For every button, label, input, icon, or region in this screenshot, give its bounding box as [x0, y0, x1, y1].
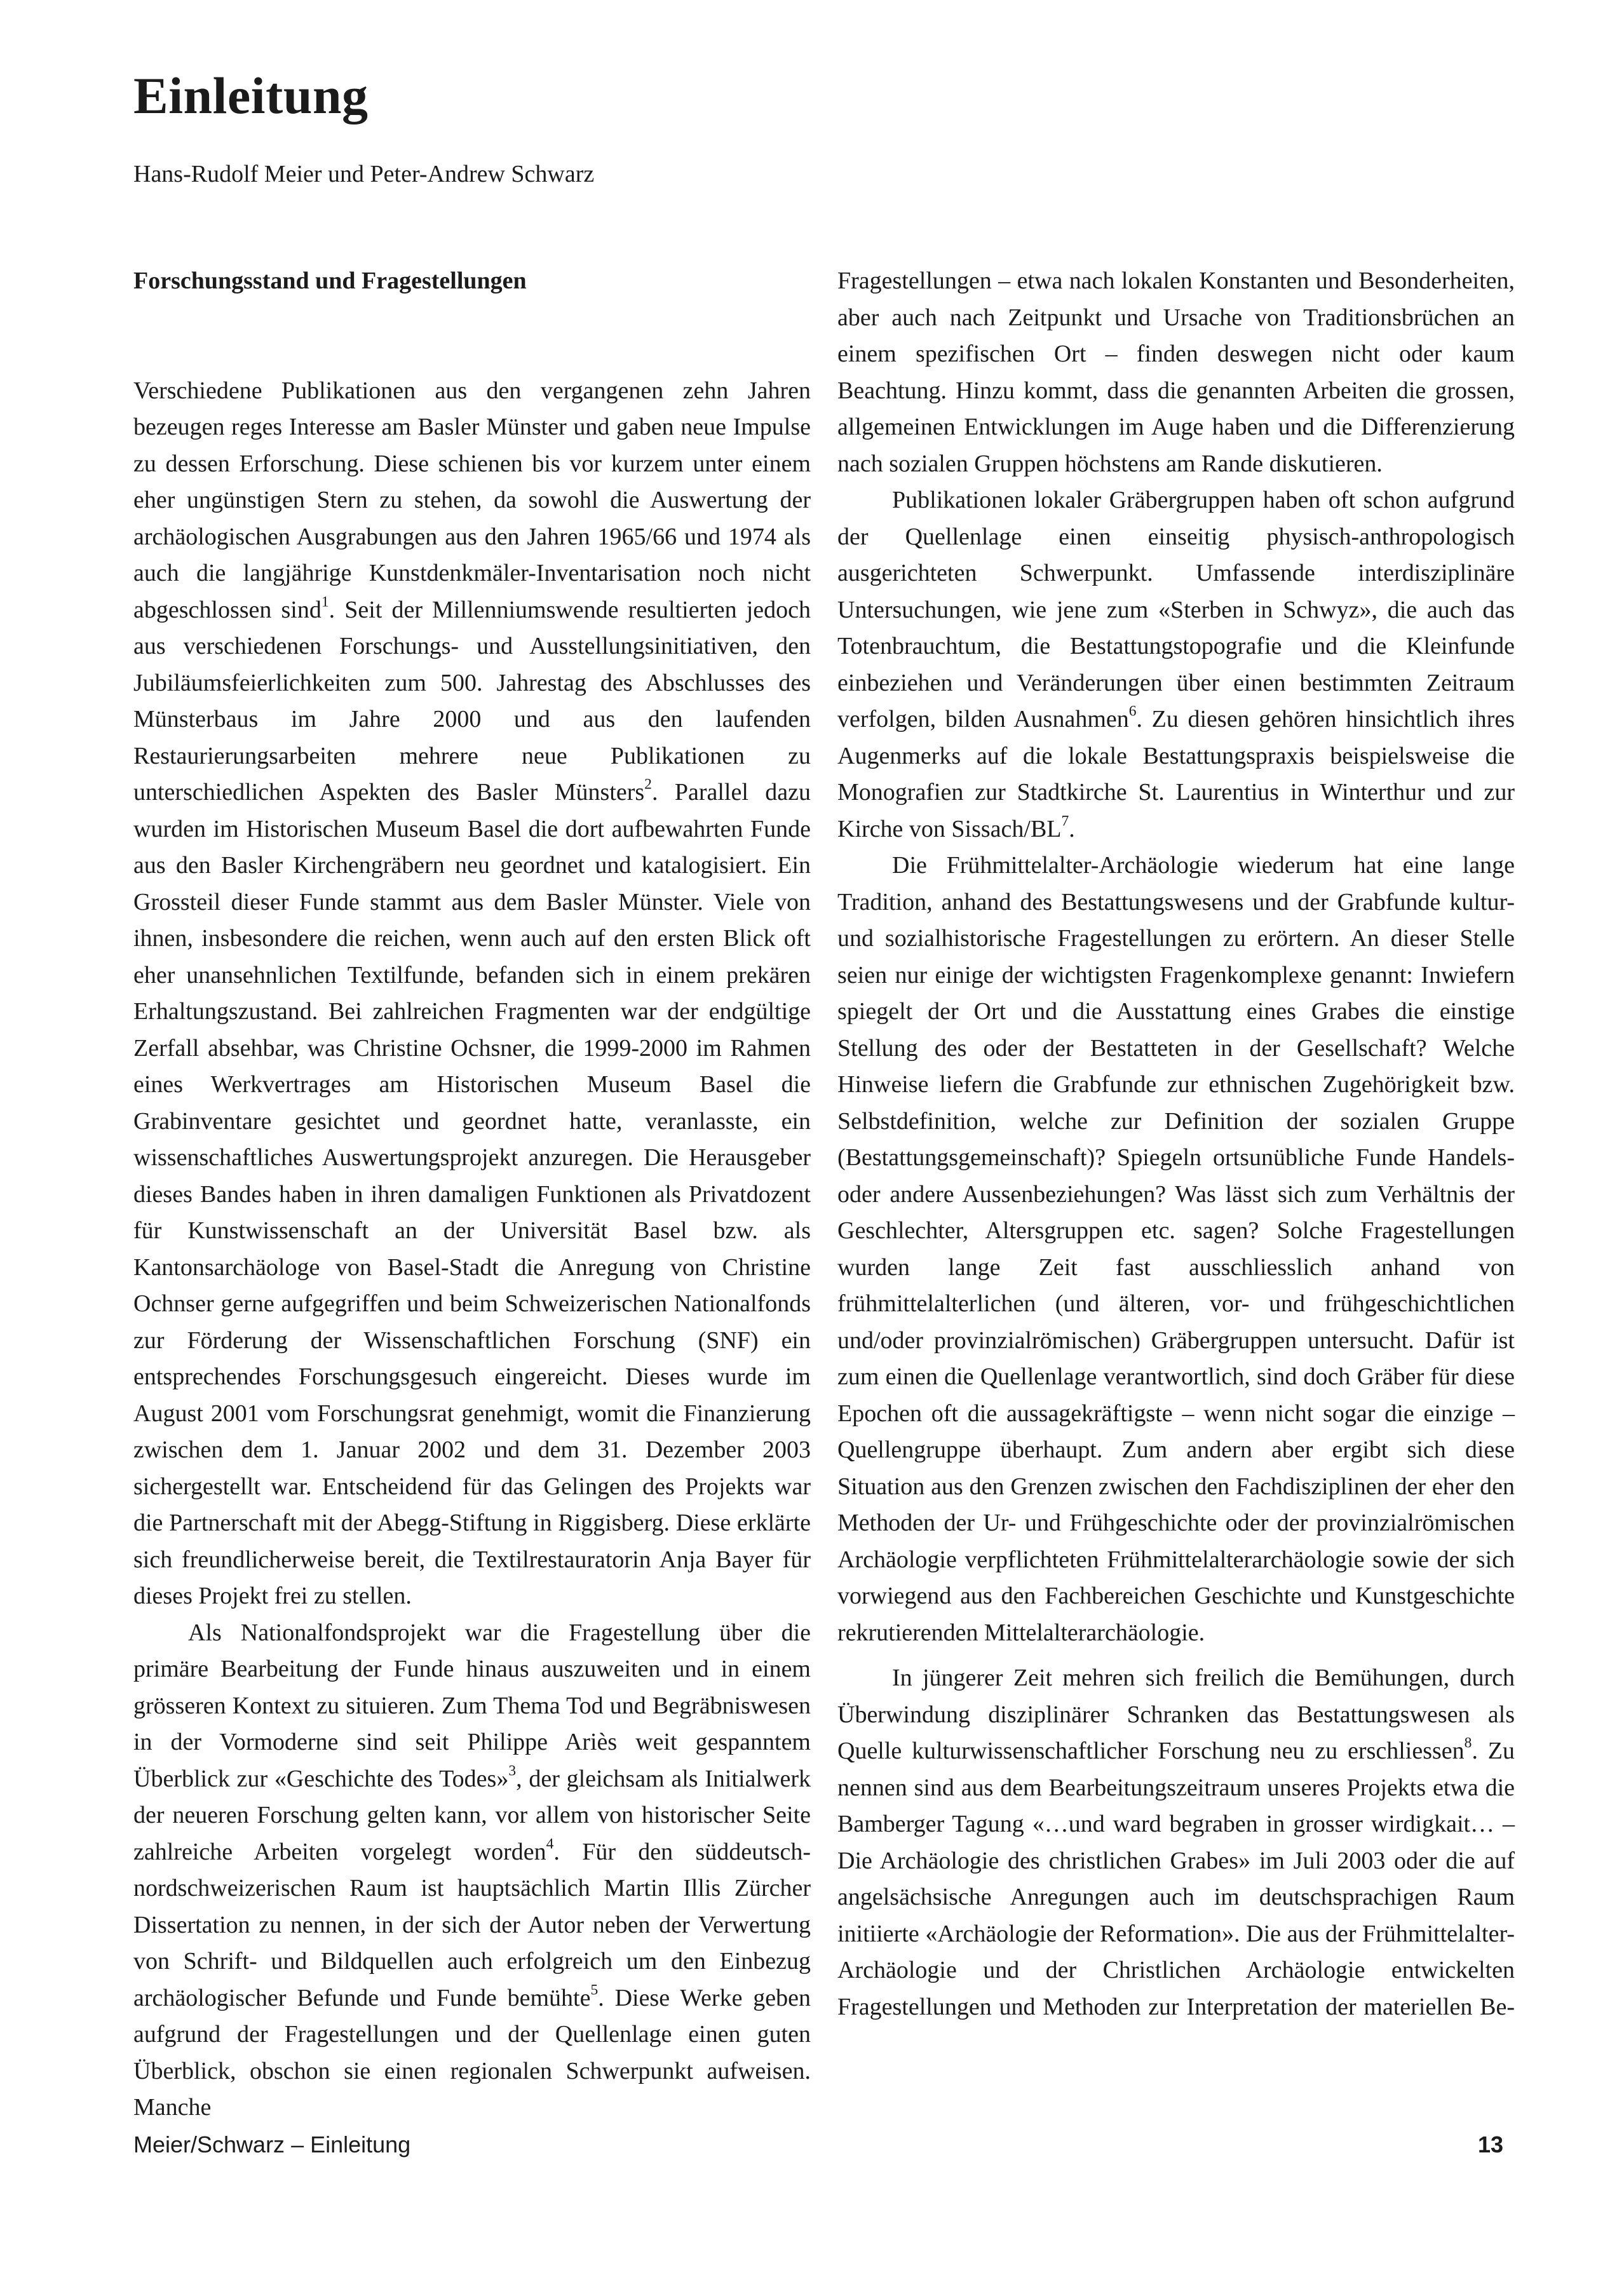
- footnote-ref[interactable]: 5: [590, 1981, 599, 1998]
- paragraph: [133, 1615, 811, 2126]
- paragraph: Fragestellungen – etwa nach lokalen Konstanten und Besonderheiten, aber auch nach Zeitpunkt und Ursache von Traditionsbrüchen an einem spezifischen Ort – finden deswegen nicht oder kaum Beachtung. Hinzu kommt, dass die genannten Arbeiten die grossen, allgemeinen Entwicklungen im Auge haben und die Differenzierung nach sozialen Gruppen höchstens am Rande diskutieren.: [837, 267, 1515, 477]
- text-run: , der gleichsam als Initialwerk der neueren Forschung gelten kann, vor allem von historischer Seite zahlreiche Arbeiten vorgelegt worden: [133, 1765, 811, 1865]
- paragraph: [837, 482, 1515, 847]
- text-run: .: [1069, 815, 1075, 842]
- paragraph: [837, 1660, 1515, 2025]
- page-title: Einleitung: [133, 67, 369, 125]
- text-run: . Zu nennen sind aus dem Bearbeitungszeitraum unseres Projekts etwa die Bamberger Tagung «…und ward begraben in grosser wirdigkait… – Die Archäologie des christlichen Grabes» im Juli 2003 oder die auf angelsächsische Anregungen auch im deutschsprachigen Raum initiierte «Archäologie der Reformation». Die aus der Frühmittelalter-Archäologie und der Christlichen Archäologie entwickelten Fragestellungen und Methoden zur Interpretation der materiellen Be-: [837, 1738, 1515, 2020]
- text-run: . Parallel dazu wurden im Historischen Museum Basel die dort aufbewahrten Funde aus den Basler Kirchengräbern neu geordnet und katalogisiert. Ein Grossteil dieser Funde stammt aus dem Basler Münster. Viele von ihnen, insbesondere die reichen, wenn auch auf den ersten Blick oft eher unansehnlichen Textilfunde, befanden sich in einem prekären Erhaltungszustand. Bei zahlreichen Fragmenten war der endgültige Zerfall absehbar, was Christine Ochsner, die 1999-2000 im Rahmen eines Werkvertrages am Historischen Museum Basel die Grabinventare gesichtet und geordnet hatte, veranlasste, ein wissenschaftliches Auswertungsprojekt anzuregen. Die Herausgeber dieses Bandes haben in ihren damaligen Funktionen als Privatdozent für Kunstwissenschaft an der Universität Basel bzw. als Kantonsarchäologe von Basel-Stadt die Anregung von Christine Ochnser gerne aufgegriffen und beim Schweizerischen Nationalfonds zur Förderung der Wissenschaftlichen Forschung (SNF) ein entsprechendes Forschungsgesuch eingereicht. Dieses wurde im August 2001 vom Forschungsrat genehmigt, womit die Finanzierung zwischen dem 1. Januar 2002 und dem 31. Dezember 2003 sichergestellt war. Entscheidend für das Gelingen des Projekts war die Partnerschaft mit der Abegg-Stiftung in Riggisberg. Diese erklärte sich freundlicherweise bereit, die Textilrestauratorin Anja Bayer für dieses Projekt frei zu stellen.: [133, 779, 811, 1609]
- paragraph: Die Frühmittelalter-Archäologie wiederum hat eine lange Tradition, anhand des Bestattungswesens und der Grabfunde kultur- und sozialhistorische Fragestellungen zu erörtern. An dieser Stelle seien nur einige der wichtigsten Fragenkomplexe genannt: Inwiefern spiegelt der Ort und die Ausstattung eines Grabes die einstige Stellung des oder der Bestatteten in der Gesellschaft? Welche Hinweise liefern die Grabfunde zur ethnischen Zugehörigkeit bzw. Selbstdefinition, welche zur Definition der sozialen Gruppe (Bestattungsgemeinschaft)? Spiegeln ortsunübliche Funde Handels- oder andere Aussenbeziehungen? Was lässt sich zum Verhältnis der Geschlechter, Altersgruppen etc. sagen? Solche Fragestellungen wurden lange Zeit fast ausschliesslich anhand von frühmittelalterlichen (und älteren, vor- und frühgeschichtlichen und/oder provinzialrömischen) Gräbergruppen untersucht. Dafür ist zum einen die Quellenlage verantwortlich, sind doch Gräber für diese Epochen oft die aussagekräftigste – wenn nicht sogar die einzige – Quellengruppe überhaupt. Zum andern aber ergibt sich diese Situation aus den Grenzen zwischen den Fachdisziplinen der eher den Methoden der Ur- und Frühgeschichte oder der provinzialrömischen Archäologie verpflichteten Frühmittelalterarchäologie sowie der sich vorwiegend aus den Fachbereichen Geschichte und Kunstgeschichte rekrutierenden Mittelalterarchäologie.: [837, 852, 1515, 1646]
- footnote-ref[interactable]: 3: [508, 1762, 517, 1779]
- paragraph: [133, 373, 811, 1615]
- text-run: Als Nationalfondsprojekt war die Fragestellung über die primäre Bearbeitung der Funde hinaus auszuweiten und in einem grösseren Kontext zu situieren. Zum Thema Tod und Begräbniswesen in der Vormoderne sind seit Philippe Ariès weit gespanntem Überblick zur «Geschichte des Todes»: [133, 1619, 811, 1792]
- left-column: [133, 263, 811, 2126]
- running-footer: Meier/Schwarz – Einleitung: [133, 2131, 411, 2158]
- right-column: [837, 263, 1515, 2025]
- text-run: . Für den süddeutsch-nordschweizerischen Raum ist hauptsächlich Martin Illis Zürcher Dissertation zu nennen, in der sich der Autor neben der Verwertung von Schrift- und Bildquellen auch erfolgreich um den Einbezug archäologischer Befunde und Funde bemühte: [133, 1838, 811, 2011]
- footnote-ref[interactable]: 4: [546, 1835, 554, 1852]
- text-run: . Seit der Millenniumswende resultierten jedoch aus verschiedenen Forschungs- und Ausstellungsinitiativen, den Jubiläumsfeierlichkeiten zum 500. Jahrestag des Abschlusses des Münsterbaus im Jahre 2000 und aus den laufenden Restaurierungsarbeiten mehrere neue Publikationen zu unterschiedlichen Aspekten des Basler Münsters: [133, 596, 811, 806]
- authors-line: Hans-Rudolf Meier und Peter-Andrew Schwarz: [133, 161, 595, 187]
- text-run: . Diese Werke geben aufgrund der Fragestellungen und der Quellenlage einen guten Überblick, obschon sie einen regionalen Schwerpunkt aufweisen. Manche: [133, 1984, 811, 2121]
- page-number: 13: [1477, 2131, 1503, 2158]
- footnote-ref[interactable]: 7: [1061, 812, 1069, 829]
- footnote-ref[interactable]: 8: [1464, 1734, 1472, 1752]
- text-run: Verschiedene Publikationen aus den vergangenen zehn Jahren bezeugen reges Interesse am Basler Münster und gaben neue Impulse zu dessen Erforschung. Diese schienen bis vor kurzem unter einem eher ungünstigen Stern zu stehen, da sowohl die Auswertung der archäologischen Ausgrabungen aus den Jahren 1965/66 und 1974 als auch die langjährige Kunstdenkmäler-Inventarisation noch nicht abgeschlossen sind: [133, 377, 811, 623]
- footnote-ref[interactable]: 6: [1128, 703, 1137, 720]
- footnote-ref[interactable]: 2: [644, 776, 652, 793]
- section-heading: Forschungsstand und Fragestellungen: [133, 267, 527, 294]
- text-run: In jüngerer Zeit mehren sich freilich die Bemühungen, durch Überwindung disziplinärer Schranken das Bestattungswesen als Quelle kulturwissenschaftlicher Forschung neu zu erschliessen: [837, 1665, 1515, 1764]
- text-run: . Zu diesen gehören hinsichtlich ihres Augenmerks auf die lokale Bestattungspraxis beispielsweise die Monografien zur Stadtkirche St. Laurentius in Winterthur und zur Kirche von Sissach/BL: [837, 706, 1515, 842]
- text-run: Publikationen lokaler Gräbergruppen haben oft schon aufgrund der Quellenlage einen einseitig physisch-anthropologisch ausgerichteten Schwerpunkt. Umfassende interdisziplinäre Untersuchungen, wie jene zum «Sterben in Schwyz», die auch das Totenbrauchtum, die Bestattungstopografie und die Kleinfunde einbeziehen und Veränderungen über einen bestimmten Zeitraum verfolgen, bilden Ausnahmen: [837, 487, 1515, 733]
- footnote-ref[interactable]: 1: [321, 593, 329, 610]
